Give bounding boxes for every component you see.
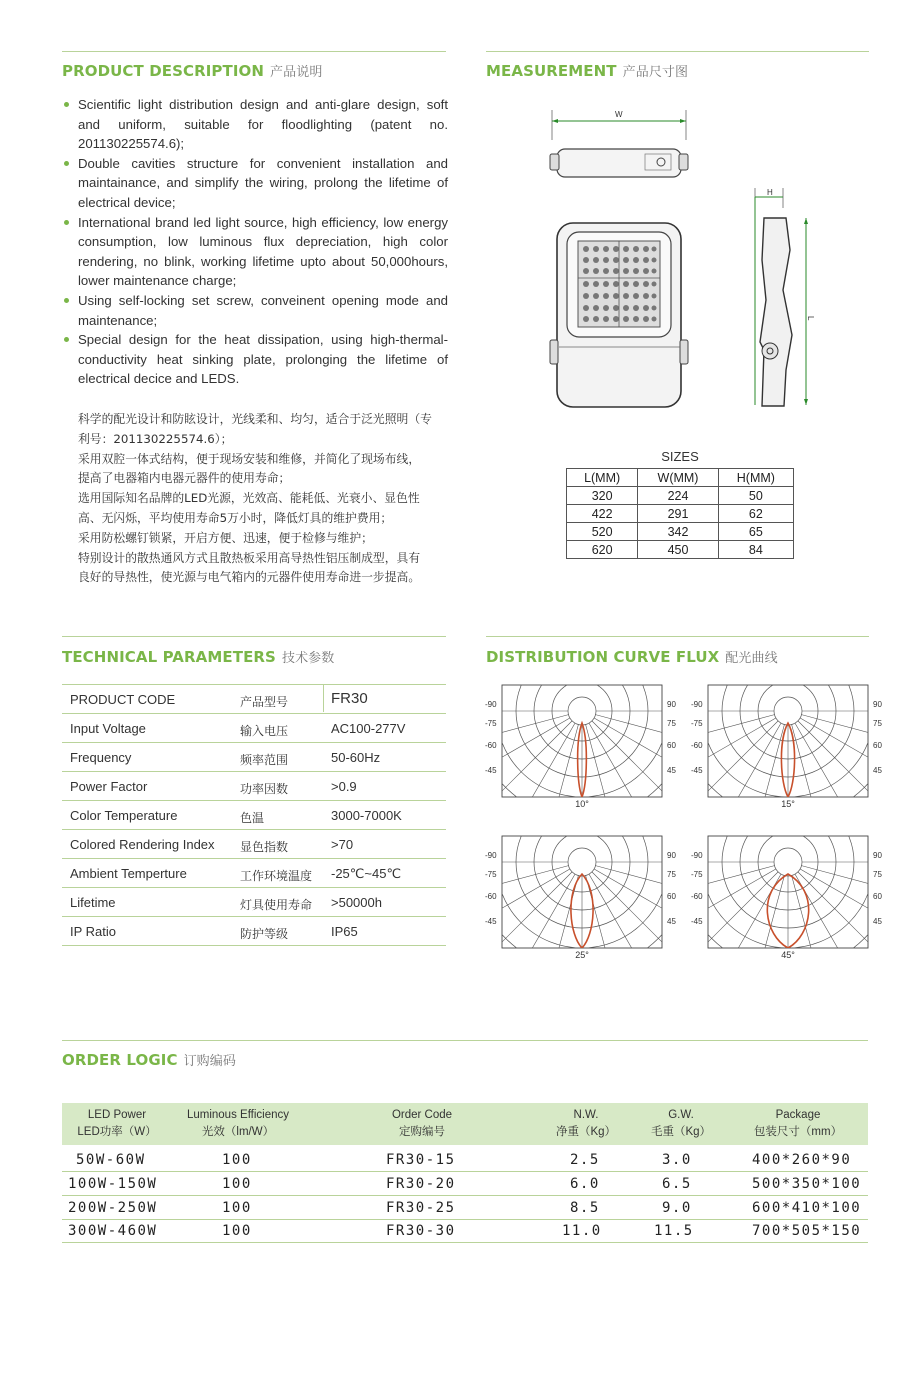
tech-value: 3000-7000K — [331, 808, 402, 823]
polar-beam-label: 15° — [781, 799, 795, 809]
order-cell-efficiency: 100 — [222, 1200, 252, 1216]
polar-left-label: -45 — [485, 766, 497, 775]
sizes-cell: 520 — [567, 523, 638, 541]
tech-row-product-code — [62, 684, 446, 714]
tech-key-cn: 防护等级 — [240, 927, 289, 941]
side-view — [755, 188, 815, 406]
polar-chart-10 — [482, 683, 702, 813]
header-cn: 毛重（Kg） — [650, 1126, 712, 1138]
order-cell-power: 300W-460W — [68, 1223, 158, 1239]
polar-svg — [482, 834, 702, 964]
tech-value: AC100-277V — [331, 721, 406, 736]
polar-right-label: 90 — [873, 700, 882, 709]
tech-value: -25℃~45℃ — [331, 866, 402, 881]
order-cell-nw: 6.0 — [570, 1176, 600, 1192]
sizes-row — [567, 487, 794, 505]
section-title-cn: 产品说明 — [270, 65, 323, 80]
polar-right-label: 45 — [667, 766, 676, 775]
sizes-cell: 450 — [638, 541, 719, 559]
description-bullet: International brand led light source, high efficiency, low energy consumption, low luminous flux depreciation, high color rendering, no blink, working lifetime upto about 50,000hours, lower maintenance charge; — [62, 213, 448, 291]
tech-key-cn: 产品型号 — [240, 695, 289, 709]
order-cell-nw: 2.5 — [570, 1152, 600, 1168]
tech-key-cn: 色温 — [240, 811, 265, 825]
polar-right-label: 90 — [667, 700, 676, 709]
tech-row-cri — [62, 830, 446, 859]
order-cell-package: 400*260*90 — [752, 1152, 852, 1168]
tech-key-cn: 显色指数 — [240, 840, 289, 854]
header-en: G.W. — [668, 1109, 694, 1121]
polar-left-label: -75 — [691, 719, 703, 728]
tech-key-cn: 工作环境温度 — [240, 869, 313, 883]
sizes-cell: 65 — [718, 523, 793, 541]
tech-value: >70 — [331, 837, 354, 852]
description-bullet: Special design for the heat dissipation, using high-thermal-conductivity heat sinking plate, prolonging the lifetime of electrical decice and LEDS. — [62, 330, 448, 389]
cn-line: 良好的导热性，使光源与电气箱内的元器件使用寿命进一步提高。 — [78, 570, 421, 585]
sizes-cell: 224 — [638, 487, 719, 505]
order-header-nw — [532, 1107, 640, 1141]
sizes-cell: 422 — [567, 505, 638, 523]
sizes-header-row — [567, 469, 794, 487]
cn-line: 利号：201130225574.6）； — [78, 431, 233, 446]
order-cell-code: FR30-30 — [386, 1223, 456, 1239]
front-view — [550, 223, 688, 407]
polar-left-label: -60 — [485, 892, 497, 901]
luminaire-dimension-drawing — [540, 100, 830, 415]
order-cell-package: 700*505*150 — [752, 1223, 862, 1239]
polar-left-label: -90 — [691, 700, 703, 709]
polar-right-label: 75 — [667, 870, 676, 879]
product-description-title — [62, 61, 322, 80]
section-title-cn: 技术参数 — [281, 651, 335, 666]
tech-key: Color Temperature — [70, 808, 178, 823]
header-cn: 光效（lm/W） — [201, 1126, 275, 1138]
technical-parameters-title — [62, 647, 334, 666]
polar-left-label: -75 — [485, 870, 497, 879]
tech-key: Lifetime — [70, 895, 116, 910]
order-header-efficiency — [178, 1107, 298, 1141]
sizes-row — [567, 505, 794, 523]
tech-row-frequency — [62, 743, 446, 772]
polar-svg — [688, 834, 900, 964]
header-cn: 净重（Kg） — [555, 1126, 617, 1138]
polar-left-label: -60 — [691, 741, 703, 750]
section-title-cn: 产品尺寸图 — [622, 65, 689, 80]
polar-svg — [688, 683, 900, 813]
order-row — [62, 1196, 868, 1220]
polar-left-label: -60 — [691, 892, 703, 901]
tech-key-cn: 频率范围 — [240, 753, 289, 767]
tech-row-color-temperature — [62, 801, 446, 830]
sizes-cell: 50 — [718, 487, 793, 505]
order-header-led-power — [62, 1107, 172, 1141]
section-title-en: MEASUREMENT — [486, 62, 617, 80]
tech-rule — [62, 636, 446, 637]
sizes-cell: 291 — [638, 505, 719, 523]
order-cell-code: FR30-15 — [386, 1152, 456, 1168]
tech-key: PRODUCT CODE — [70, 692, 176, 707]
tech-value: >0.9 — [331, 779, 357, 794]
order-cell-power: 50W-60W — [76, 1152, 146, 1168]
polar-left-label: -45 — [691, 766, 703, 775]
order-table-header — [62, 1103, 868, 1145]
sizes-cell: 620 — [567, 541, 638, 559]
order-cell-package: 500*350*100 — [752, 1176, 862, 1192]
order-rule — [62, 1040, 868, 1041]
order-row — [62, 1148, 868, 1172]
order-cell-code: FR30-20 — [386, 1176, 456, 1192]
polar-left-label: -90 — [485, 851, 497, 860]
polar-right-label: 75 — [873, 719, 882, 728]
description-bullet-list — [62, 95, 448, 389]
polar-right-label: 45 — [873, 917, 882, 926]
cn-line: 采用防松螺钉锁紧，开启方便、迅速，便于检修与维护； — [78, 530, 373, 545]
cn-line: 提高了电器箱内电器元器件的使用寿命； — [78, 471, 291, 486]
order-cell-efficiency: 100 — [222, 1223, 252, 1239]
tech-key: IP Ratio — [70, 924, 117, 939]
polar-right-label: 75 — [873, 870, 882, 879]
order-cell-efficiency: 100 — [222, 1176, 252, 1192]
polar-beam-label: 25° — [575, 950, 589, 960]
polar-left-label: -90 — [485, 700, 497, 709]
header-en: Luminous Efficiency — [186, 1109, 290, 1121]
sizes-cell: 342 — [638, 523, 719, 541]
tech-row-ip-ratio — [62, 917, 446, 946]
tech-row-power-factor — [62, 772, 446, 801]
order-cell-gw: 11.5 — [654, 1223, 694, 1239]
polar-chart-15 — [688, 683, 900, 813]
cn-line: 选用国际知名品牌的LED光源，光效高、能耗低、光衰小、显色性 — [78, 491, 420, 506]
sizes-table — [566, 468, 794, 559]
order-cell-power: 200W-250W — [68, 1200, 158, 1216]
order-header-order-code — [362, 1107, 482, 1141]
polar-left-label: -75 — [485, 719, 497, 728]
sizes-cell: 84 — [718, 541, 793, 559]
tech-key: Input Voltage — [70, 721, 146, 736]
tech-value: IP65 — [331, 924, 358, 939]
section-title-cn: 配光曲线 — [725, 651, 778, 666]
polar-right-label: 60 — [873, 741, 882, 750]
sizes-header-cell: H(MM) — [718, 469, 793, 487]
section-title-en: ORDER LOGIC — [62, 1051, 178, 1069]
measurement-title — [486, 61, 688, 80]
header-cn: 定购编号 — [399, 1126, 445, 1138]
header-en: Order Code — [391, 1109, 453, 1121]
section-title-cn: 订购编码 — [183, 1054, 236, 1069]
sizes-header-cell: L(MM) — [567, 469, 638, 487]
dim-h-label: H — [767, 188, 773, 197]
sizes-header-cell: W(MM) — [638, 469, 719, 487]
order-row — [62, 1219, 868, 1243]
tech-key: Power Factor — [70, 779, 148, 794]
header-en: Package — [775, 1109, 821, 1121]
cn-line: 科学的配光设计和防眩设计，光线柔和、均匀，适合于泛光照明（专 — [78, 412, 432, 426]
tech-value: >50000h — [331, 895, 382, 910]
polar-right-label: 60 — [667, 892, 676, 901]
header-en: N.W. — [573, 1109, 599, 1121]
tech-key: Colored Rendering Index — [70, 837, 215, 852]
sizes-cell: 320 — [567, 487, 638, 505]
order-header-package — [742, 1107, 854, 1141]
section-title-en: TECHNICAL PARAMETERS — [62, 648, 276, 666]
polar-beam-label: 10° — [575, 799, 589, 809]
header-en: LED Power — [87, 1109, 147, 1121]
polar-right-label: 45 — [873, 766, 882, 775]
description-bullet: Double cavities structure for convenient installation and maintainance, and simplify the wiring, prolong the lifetime of electrical device; — [62, 154, 448, 213]
tech-row-lifetime — [62, 888, 446, 917]
dim-l-label: L — [806, 316, 815, 321]
tech-key-cn: 灯具使用寿命 — [240, 898, 313, 912]
polar-left-label: -90 — [691, 851, 703, 860]
description-chinese — [78, 410, 450, 588]
cn-line: 采用双腔一体式结构，便于现场安装和维修，并简化了现场布线， — [78, 451, 421, 466]
tech-key-cn: 功率因数 — [240, 782, 289, 796]
order-cell-nw: 8.5 — [570, 1200, 600, 1216]
polar-right-label: 60 — [873, 892, 882, 901]
polar-chart-45 — [688, 834, 900, 964]
dim-w-label: W — [615, 110, 623, 119]
tech-value: FR30 — [331, 690, 368, 707]
top-rule-left — [62, 51, 446, 52]
cn-line: 高、无闪烁，平均使用寿命5万小时，降低灯具的维护费用； — [78, 510, 393, 525]
polar-right-label: 60 — [667, 741, 676, 750]
order-header-gw — [627, 1107, 735, 1141]
tech-key: Ambient Temperture — [70, 866, 187, 881]
top-rule-right — [486, 51, 869, 52]
polar-left-label: -45 — [691, 917, 703, 926]
tech-key: Frequency — [70, 750, 132, 765]
product-code-divider — [323, 684, 324, 712]
technical-parameters-table — [62, 684, 446, 946]
polar-beam-label: 45° — [781, 950, 795, 960]
description-bullet: Scientific light distribution design and anti-glare design, soft and uniform, suitable for floodlighting (patent no. 201130225574.6); — [62, 95, 448, 154]
polar-right-label: 75 — [667, 719, 676, 728]
polar-chart-25 — [482, 834, 702, 964]
order-logic-title — [62, 1050, 236, 1069]
cn-line: 特别设计的散热通风方式且散热板采用高导热性铝压制成型，具有 — [78, 550, 421, 565]
order-cell-gw: 3.0 — [662, 1152, 692, 1168]
tech-row-input-voltage — [62, 714, 446, 743]
polar-left-label: -60 — [485, 741, 497, 750]
order-cell-efficiency: 100 — [222, 1152, 252, 1168]
tech-key-cn: 输入电压 — [240, 724, 289, 738]
top-view — [550, 110, 688, 177]
distribution-title — [486, 647, 778, 666]
section-title-en: PRODUCT DESCRIPTION — [62, 62, 265, 80]
sizes-cell: 62 — [718, 505, 793, 523]
polar-left-label: -45 — [485, 917, 497, 926]
distribution-rule — [486, 636, 869, 637]
order-cell-nw: 11.0 — [562, 1223, 602, 1239]
header-cn: LED功率（W） — [77, 1126, 157, 1138]
sizes-row — [567, 541, 794, 559]
section-title-en: DISTRIBUTION CURVE FLUX — [486, 648, 720, 666]
order-cell-package: 600*410*100 — [752, 1200, 862, 1216]
order-cell-code: FR30-25 — [386, 1200, 456, 1216]
header-cn: 包装尺寸（mm） — [753, 1126, 843, 1138]
order-cell-power: 100W-150W — [68, 1176, 158, 1192]
polar-left-label: -75 — [691, 870, 703, 879]
description-bullet: Using self-locking set screw, conveinent opening mode and maintenance; — [62, 291, 448, 330]
polar-right-label: 45 — [667, 917, 676, 926]
sizes-row — [567, 523, 794, 541]
tech-row-ambient-temperature — [62, 859, 446, 888]
polar-svg — [482, 683, 702, 813]
polar-right-label: 90 — [873, 851, 882, 860]
sizes-title: SIZES — [661, 449, 699, 464]
polar-right-label: 90 — [667, 851, 676, 860]
order-cell-gw: 6.5 — [662, 1176, 692, 1192]
order-cell-gw: 9.0 — [662, 1200, 692, 1216]
order-row — [62, 1172, 868, 1196]
tech-value: 50-60Hz — [331, 750, 381, 765]
